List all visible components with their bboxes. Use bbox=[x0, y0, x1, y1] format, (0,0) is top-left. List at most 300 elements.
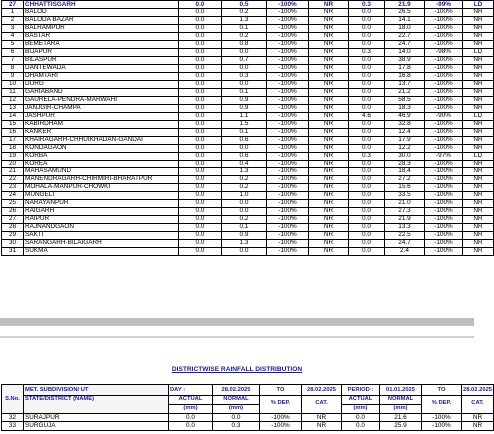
normal-period-cell: 46.9 bbox=[385, 112, 425, 120]
dep-day-cell: -100% bbox=[267, 120, 309, 128]
state-cat-period: LD bbox=[463, 1, 494, 9]
header-period-from: 01.01.2025 bbox=[380, 385, 422, 396]
name-cell: BALOD bbox=[24, 9, 179, 17]
dep-period-cell: -100% bbox=[425, 120, 463, 128]
normal-period-cell: 2.4 bbox=[385, 248, 425, 256]
dep-period-cell: -100% bbox=[425, 25, 463, 33]
state-normal-period: 21.9 bbox=[385, 1, 425, 9]
page-break-line bbox=[0, 336, 474, 338]
state-cat-day: NR bbox=[309, 1, 349, 9]
actual-day-cell: 0.0 bbox=[179, 128, 222, 136]
actual-period-cell: 0.0 bbox=[349, 65, 385, 73]
name-cell: BIJAPUR bbox=[24, 49, 179, 57]
normal-period-cell: 22.7 bbox=[385, 33, 425, 41]
dep-period-cell: -100% bbox=[425, 96, 463, 104]
actual-day-cell: 0.0 bbox=[179, 240, 222, 248]
header-to-1: TO bbox=[260, 385, 302, 396]
normal-day-cell: 0.1 bbox=[222, 88, 267, 96]
dep-period-cell: -98% bbox=[425, 49, 463, 57]
normal-day-cell: 1.0 bbox=[222, 192, 267, 200]
actual-period-cell: 0.3 bbox=[349, 49, 385, 57]
cat-period-cell: NR bbox=[463, 41, 494, 49]
header-cat-day: CAT. bbox=[302, 396, 342, 414]
sno-cell: 14 bbox=[2, 112, 24, 120]
cat-day-cell: NR bbox=[309, 112, 349, 120]
header-actual-day: ACTUAL bbox=[169, 396, 213, 405]
actual-period-cell: 0.0 bbox=[349, 200, 385, 208]
dep-period-cell: -100% bbox=[425, 104, 463, 112]
cat-day-cell: NR bbox=[309, 200, 349, 208]
name-cell: JASHPUR bbox=[24, 112, 179, 120]
district-row-surajpur bbox=[2, 413, 494, 422]
sno-cell: 11 bbox=[2, 88, 24, 96]
normal-period-cell: 16.8 bbox=[385, 73, 425, 81]
cat-day-cell: NR bbox=[309, 73, 349, 81]
cat-period-cell: NR bbox=[463, 33, 494, 41]
actual-day-cell: 0.0 bbox=[179, 248, 222, 256]
rainfall-table bbox=[1, 0, 494, 256]
normal-day-cell: 1.5 bbox=[222, 120, 267, 128]
actual-period-cell: 0.0 bbox=[349, 192, 385, 200]
header-state-district: STATE/DISTRICT (NAME) bbox=[24, 396, 169, 414]
cat-day-cell: NR bbox=[309, 80, 349, 88]
sno-cell: 30 bbox=[2, 240, 24, 248]
dep-day-cell: -100% bbox=[267, 41, 309, 49]
cat-period-cell: NR bbox=[463, 120, 494, 128]
name-cell: DANTEWADA bbox=[24, 65, 179, 73]
dep-period-cell: -100% bbox=[425, 80, 463, 88]
dep-period-cell: -100% bbox=[425, 88, 463, 96]
dep-day-cell: -100% bbox=[267, 112, 309, 120]
dep-day-cell: -100% bbox=[267, 88, 309, 96]
name-cell: RAIPUR bbox=[24, 216, 179, 224]
dep-period-cell: -100% bbox=[425, 184, 463, 192]
cat-day-cell: NR bbox=[309, 144, 349, 152]
header-period-label: PERIOD : bbox=[342, 385, 380, 396]
normal-period-cell: 21.2 bbox=[385, 88, 425, 96]
actual-period-cell: 0.3 bbox=[349, 152, 385, 160]
dep-day-cell: -100% bbox=[267, 208, 309, 216]
sno-cell: 18 bbox=[2, 144, 24, 152]
dep-day-cell: -100% bbox=[267, 240, 309, 248]
dep-day-cell: -100% bbox=[267, 49, 309, 57]
cat-day-cell: NR bbox=[309, 248, 349, 256]
normal-day-cell: 0.1 bbox=[222, 25, 267, 33]
name-cell: SUKMA bbox=[24, 248, 179, 256]
cat-period-cell: NR bbox=[463, 73, 494, 81]
actual-day-cell: 0.0 bbox=[179, 73, 222, 81]
actual-period-cell: 0.0 bbox=[349, 144, 385, 152]
header-cat-period: CAT. bbox=[462, 396, 494, 414]
dep-period-cell: -100% bbox=[425, 41, 463, 49]
dep-day-cell: -100% bbox=[267, 96, 309, 104]
normal-period-cell: 15.6 bbox=[385, 184, 425, 192]
cat-period-cell: NR bbox=[463, 176, 494, 184]
sno-cell: 5 bbox=[2, 41, 24, 49]
actual-day-cell: 0.0 bbox=[179, 41, 222, 49]
dep-day-cell: -100% bbox=[260, 422, 302, 431]
normal-day-cell: 1.3 bbox=[222, 168, 267, 176]
sno-cell: 2 bbox=[2, 17, 24, 25]
name-cell: DURG bbox=[24, 80, 179, 88]
normal-day-cell: 0.7 bbox=[222, 57, 267, 65]
cat-period-cell: NR bbox=[463, 232, 494, 240]
normal-day-cell: 0.2 bbox=[222, 216, 267, 224]
actual-day-cell: 0.0 bbox=[179, 9, 222, 17]
normal-period-cell: 38.9 bbox=[385, 57, 425, 65]
sno-cell: 24 bbox=[2, 192, 24, 200]
actual-period-cell: 0.0 bbox=[342, 413, 380, 422]
dep-day-cell: -100% bbox=[267, 9, 309, 17]
name-cell: RAJNANDGAON bbox=[24, 224, 179, 232]
cat-day-cell: NR bbox=[309, 168, 349, 176]
normal-day-cell: 1.3 bbox=[222, 240, 267, 248]
sno-cell: 22 bbox=[2, 176, 24, 184]
name-cell: GAURELA-PENDRA-MARWAHI bbox=[24, 96, 179, 104]
dep-day-cell: -100% bbox=[267, 33, 309, 41]
actual-period-cell: 0.0 bbox=[349, 96, 385, 104]
dep-period-cell: -100% bbox=[425, 168, 463, 176]
name-cell: KABIRDHAM bbox=[24, 120, 179, 128]
normal-day-cell: 0.3 bbox=[213, 422, 260, 431]
normal-day-cell: 0.2 bbox=[222, 33, 267, 41]
actual-period-cell: 0.0 bbox=[349, 160, 385, 168]
header-actual-period: ACTUAL bbox=[342, 396, 380, 405]
actual-day-cell: 0.0 bbox=[179, 88, 222, 96]
cat-day-cell: NR bbox=[309, 96, 349, 104]
actual-day-cell: 0.0 bbox=[179, 184, 222, 192]
normal-day-cell: 0.0 bbox=[222, 200, 267, 208]
normal-period-cell: 21.6 bbox=[380, 413, 422, 422]
cat-period-cell: NR bbox=[463, 25, 494, 33]
actual-day-cell: 0.0 bbox=[179, 120, 222, 128]
dep-day-cell: -100% bbox=[267, 216, 309, 224]
actual-period-cell: 0.0 bbox=[349, 232, 385, 240]
actual-period-cell: 0.0 bbox=[349, 120, 385, 128]
cat-day-cell: NR bbox=[309, 192, 349, 200]
name-cell: DHAMTARI bbox=[24, 73, 179, 81]
normal-period-cell: 22.5 bbox=[385, 232, 425, 240]
sno-cell: 7 bbox=[2, 57, 24, 65]
normal-period-cell: 18.4 bbox=[385, 168, 425, 176]
cat-day-cell: NR bbox=[309, 176, 349, 184]
normal-day-cell: 0.6 bbox=[222, 136, 267, 144]
state-actual-period: 0.3 bbox=[349, 1, 385, 9]
actual-day-cell: 0.0 bbox=[169, 422, 213, 431]
sno-cell: 17 bbox=[2, 136, 24, 144]
actual-period-cell: 0.0 bbox=[349, 80, 385, 88]
cat-day-cell: NR bbox=[309, 9, 349, 17]
cat-period-cell: LD bbox=[463, 152, 494, 160]
actual-day-cell: 0.0 bbox=[179, 57, 222, 65]
district-row bbox=[2, 128, 494, 136]
dep-period-cell: -100% bbox=[425, 144, 463, 152]
name-cell: KONDAGAON bbox=[24, 144, 179, 152]
normal-day-cell: 0.9 bbox=[222, 104, 267, 112]
dep-day-cell: -100% bbox=[267, 232, 309, 240]
cat-period-cell: NR bbox=[463, 184, 494, 192]
name-cell: SURAJPUR bbox=[24, 413, 169, 422]
header-normal-period: NORMAL bbox=[380, 396, 422, 405]
name-cell: BALRAMPUR bbox=[24, 25, 179, 33]
dep-period-cell: -100% bbox=[425, 224, 463, 232]
actual-period-cell: 0.0 bbox=[349, 104, 385, 112]
name-cell: RAIGARH bbox=[24, 208, 179, 216]
name-cell: SURGUJA bbox=[24, 422, 169, 431]
normal-period-cell: 13.3 bbox=[385, 224, 425, 232]
dep-day-cell: -100% bbox=[267, 136, 309, 144]
sno-cell: 29 bbox=[2, 232, 24, 240]
actual-day-cell: 0.0 bbox=[179, 216, 222, 224]
normal-day-cell: 0.0 bbox=[222, 144, 267, 152]
actual-period-cell: 0.0 bbox=[349, 128, 385, 136]
cat-day-cell: NR bbox=[309, 88, 349, 96]
name-cell: MANENDRAGARH-CHIRMIRI-BHARATPUR bbox=[24, 176, 179, 184]
dep-day-cell: -100% bbox=[267, 168, 309, 176]
actual-day-cell: 0.0 bbox=[179, 160, 222, 168]
name-cell: MOHALA-MANPUR-CHOWKI bbox=[24, 184, 179, 192]
dep-period-cell: -100% bbox=[425, 17, 463, 25]
cat-day-cell: NR bbox=[309, 160, 349, 168]
normal-period-cell: 18.0 bbox=[385, 25, 425, 33]
sno-cell: 25 bbox=[2, 200, 24, 208]
actual-period-cell: 0.0 bbox=[349, 208, 385, 216]
name-cell: BILASPUR bbox=[24, 57, 179, 65]
sno-cell: 8 bbox=[2, 65, 24, 73]
normal-period-cell: 12.2 bbox=[385, 144, 425, 152]
cat-period-cell: NR bbox=[463, 88, 494, 96]
actual-period-cell: 0.0 bbox=[349, 224, 385, 232]
normal-period-cell: 33.5 bbox=[385, 192, 425, 200]
dep-day-cell: -100% bbox=[267, 57, 309, 65]
cat-period-cell: NR bbox=[462, 422, 494, 431]
name-cell: BALODA BAZAR bbox=[24, 17, 179, 25]
cat-day-cell: NR bbox=[302, 422, 342, 431]
actual-period-cell: 4.6 bbox=[349, 112, 385, 120]
cat-period-cell: LD bbox=[463, 49, 494, 57]
normal-day-cell: 1.1 bbox=[222, 112, 267, 120]
dep-period-cell: -100% bbox=[425, 192, 463, 200]
cat-day-cell: NR bbox=[309, 128, 349, 136]
dep-period-cell: -100% bbox=[425, 9, 463, 17]
dep-period-cell: -100% bbox=[425, 33, 463, 41]
dep-period-cell: -100% bbox=[425, 160, 463, 168]
normal-day-cell: 0.2 bbox=[222, 176, 267, 184]
normal-day-cell: 0.4 bbox=[222, 160, 267, 168]
dep-day-cell: -100% bbox=[267, 160, 309, 168]
normal-period-cell: 14.1 bbox=[385, 17, 425, 25]
sno-cell: 1 bbox=[2, 9, 24, 17]
district-row bbox=[2, 144, 494, 152]
normal-day-cell: 0.2 bbox=[222, 184, 267, 192]
cat-period-cell: LD bbox=[463, 112, 494, 120]
dep-day-cell: -100% bbox=[267, 104, 309, 112]
cat-day-cell: NR bbox=[309, 232, 349, 240]
actual-period-cell: 0.0 bbox=[349, 240, 385, 248]
name-cell: KORBA bbox=[24, 152, 179, 160]
district-row bbox=[2, 136, 494, 144]
name-cell: KANKER bbox=[24, 128, 179, 136]
actual-period-cell: 0.0 bbox=[349, 136, 385, 144]
normal-day-cell: 0.9 bbox=[222, 232, 267, 240]
cat-day-cell: NR bbox=[309, 17, 349, 25]
dep-period-cell: -100% bbox=[422, 413, 462, 422]
normal-period-cell: 24.7 bbox=[385, 240, 425, 248]
cat-day-cell: NR bbox=[309, 136, 349, 144]
cat-period-cell: NR bbox=[463, 17, 494, 25]
actual-period-cell: 0.0 bbox=[342, 422, 380, 431]
dep-period-cell: -100% bbox=[422, 422, 462, 431]
sno-cell: 26 bbox=[2, 208, 24, 216]
actual-day-cell: 0.0 bbox=[179, 65, 222, 73]
sno-cell: 9 bbox=[2, 73, 24, 81]
cat-day-cell: NR bbox=[309, 33, 349, 41]
dep-day-cell: -100% bbox=[260, 413, 302, 422]
actual-day-cell: 0.0 bbox=[179, 224, 222, 232]
actual-period-cell: 0.0 bbox=[349, 25, 385, 33]
dep-period-cell: -100% bbox=[425, 200, 463, 208]
normal-period-cell: 21.9 bbox=[385, 216, 425, 224]
dep-day-cell: -100% bbox=[267, 25, 309, 33]
state-normal-day: 0.5 bbox=[222, 1, 267, 9]
actual-day-cell: 0.0 bbox=[179, 208, 222, 216]
normal-period-cell: 25.9 bbox=[380, 422, 422, 431]
actual-day-cell: 0.0 bbox=[179, 25, 222, 33]
header-mm-actual-day: (mm) bbox=[169, 404, 213, 413]
cat-day-cell: NR bbox=[309, 65, 349, 73]
actual-period-cell: 0.0 bbox=[349, 168, 385, 176]
dep-period-cell: -100% bbox=[425, 232, 463, 240]
dep-day-cell: -100% bbox=[267, 224, 309, 232]
dep-day-cell: -100% bbox=[267, 17, 309, 25]
cat-day-cell: NR bbox=[309, 184, 349, 192]
sno-cell: 16 bbox=[2, 128, 24, 136]
cat-day-cell: NR bbox=[309, 216, 349, 224]
dep-day-cell: -100% bbox=[267, 192, 309, 200]
cat-day-cell: NR bbox=[309, 240, 349, 248]
actual-day-cell: 0.0 bbox=[179, 152, 222, 160]
normal-day-cell: 0.6 bbox=[222, 152, 267, 160]
cat-day-cell: NR bbox=[302, 413, 342, 422]
dep-day-cell: -100% bbox=[267, 184, 309, 192]
actual-period-cell: 0.0 bbox=[349, 248, 385, 256]
cat-period-cell: NR bbox=[463, 192, 494, 200]
sno-cell: 27 bbox=[2, 216, 24, 224]
cat-day-cell: NR bbox=[309, 120, 349, 128]
normal-day-cell: 0.3 bbox=[222, 73, 267, 81]
header-day-label: DAY : bbox=[169, 385, 213, 396]
normal-day-cell: 0.8 bbox=[222, 41, 267, 49]
header-mm-normal-period: (mm) bbox=[380, 404, 422, 413]
dep-day-cell: -100% bbox=[267, 128, 309, 136]
dep-period-cell: -100% bbox=[425, 57, 463, 65]
name-cell: KOREA bbox=[24, 160, 179, 168]
actual-period-cell: 0.0 bbox=[349, 88, 385, 96]
cat-period-cell: NR bbox=[463, 168, 494, 176]
normal-period-cell: 17.8 bbox=[385, 65, 425, 73]
normal-day-cell: 0.0 bbox=[222, 65, 267, 73]
sno-cell: 19 bbox=[2, 152, 24, 160]
sno-cell: 33 bbox=[2, 422, 24, 431]
actual-period-cell: 0.0 bbox=[349, 57, 385, 65]
cat-period-cell: NR bbox=[463, 65, 494, 73]
cat-period-cell: NR bbox=[463, 248, 494, 256]
header-to-2: TO bbox=[422, 385, 462, 396]
sno-cell: 20 bbox=[2, 160, 24, 168]
header-mm-actual-period: (mm) bbox=[342, 404, 380, 413]
normal-day-cell: 0.0 bbox=[222, 248, 267, 256]
normal-day-cell: 0.1 bbox=[222, 224, 267, 232]
cat-day-cell: NR bbox=[309, 25, 349, 33]
dep-day-cell: -100% bbox=[267, 152, 309, 160]
sno-cell: 12 bbox=[2, 96, 24, 104]
district-row bbox=[2, 248, 494, 256]
normal-period-cell: 32.8 bbox=[385, 120, 425, 128]
actual-day-cell: 0.0 bbox=[179, 168, 222, 176]
sno-cell: 10 bbox=[2, 80, 24, 88]
sno-cell: 23 bbox=[2, 184, 24, 192]
name-cell: SARANGARH-BILAIGARH bbox=[24, 240, 179, 248]
state-name: CHHATTISGARH bbox=[24, 1, 179, 9]
actual-period-cell: 0.0 bbox=[349, 33, 385, 41]
district-row-surguja bbox=[2, 422, 494, 431]
normal-period-cell: 21.0 bbox=[385, 200, 425, 208]
header-dep-period: % DEP. bbox=[422, 396, 462, 414]
cat-day-cell: NR bbox=[309, 57, 349, 65]
sno-cell: 3 bbox=[2, 25, 24, 33]
header-mm-normal-day: (mm) bbox=[213, 404, 260, 413]
name-cell: GARIABAND bbox=[24, 88, 179, 96]
cat-period-cell: NR bbox=[463, 200, 494, 208]
cat-period-cell: NR bbox=[463, 144, 494, 152]
name-cell: KHAIRAGARH-CHHUIKHADAN-GANDAI bbox=[24, 136, 179, 144]
header-day-to-date: 28.02.2025 bbox=[302, 385, 342, 396]
normal-day-cell: 0.0 bbox=[222, 49, 267, 57]
actual-day-cell: 0.0 bbox=[179, 96, 222, 104]
cat-period-cell: NR bbox=[463, 96, 494, 104]
normal-period-cell: 13.7 bbox=[385, 80, 425, 88]
dep-period-cell: -100% bbox=[425, 240, 463, 248]
sno-cell: 21 bbox=[2, 168, 24, 176]
name-cell: NARAYANPUR bbox=[24, 200, 179, 208]
name-cell: JANJGIR-CHAMPA bbox=[24, 104, 179, 112]
cat-period-cell: NR bbox=[463, 9, 494, 17]
actual-day-cell: 0.0 bbox=[179, 33, 222, 41]
sno-cell: 13 bbox=[2, 104, 24, 112]
actual-day-cell: 0.0 bbox=[179, 80, 222, 88]
name-cell: SAKTI bbox=[24, 232, 179, 240]
actual-day-cell: 0.0 bbox=[179, 112, 222, 120]
actual-day-cell: 0.0 bbox=[169, 413, 213, 422]
actual-day-cell: 0.0 bbox=[179, 104, 222, 112]
normal-period-cell: 30.0 bbox=[385, 152, 425, 160]
cat-period-cell: NR bbox=[463, 104, 494, 112]
normal-period-cell: 27.3 bbox=[385, 208, 425, 216]
sno-cell: 32 bbox=[2, 413, 24, 422]
normal-period-cell: 18.3 bbox=[385, 104, 425, 112]
normal-period-cell: 24.7 bbox=[385, 41, 425, 49]
cat-period-cell: NR bbox=[463, 136, 494, 144]
dep-period-cell: -100% bbox=[425, 176, 463, 184]
name-cell: MAHASAMUND bbox=[24, 168, 179, 176]
cat-period-cell: NR bbox=[463, 240, 494, 248]
header-period-to: 28.02.2025 bbox=[462, 385, 494, 396]
normal-day-cell: 0.0 bbox=[222, 208, 267, 216]
page-break-band bbox=[0, 318, 474, 326]
normal-period-cell: 27.2 bbox=[385, 176, 425, 184]
dep-period-cell: -100% bbox=[425, 216, 463, 224]
cat-day-cell: NR bbox=[309, 104, 349, 112]
